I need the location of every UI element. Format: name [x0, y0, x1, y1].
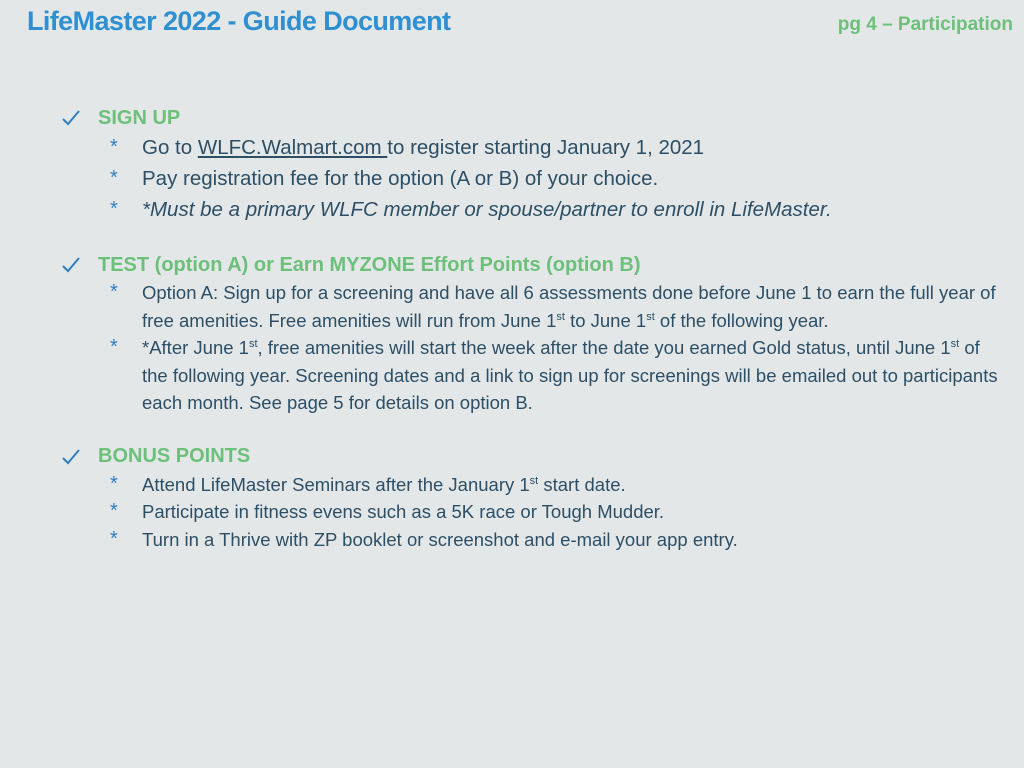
list-item: * Participate in fitness evens such as a 5K race or Tough Mudder.: [110, 498, 1000, 526]
section-label: TEST (option A) or Earn MYZONE Effort Points (option B): [98, 253, 641, 276]
list-item: * *Must be a primary WLFC member or spouse/partner to enroll in LifeMaster.: [110, 194, 1000, 225]
bullet-list: [60, 279, 1000, 417]
section-heading: [60, 443, 1000, 471]
list-item: * Turn in a Thrive with ZP booklet or screenshot and e-mail your app entry.: [110, 526, 1000, 554]
list-item: * Option A: Sign up for a screening and have all 6 assessments done before June 1 to earn the full year of free amenities. Free amenities will run from June 1st to June 1st of the following year.: [110, 279, 1000, 334]
page-number-label: pg 4 – Participation: [837, 14, 1013, 35]
asterisk-bullet-icon: *: [110, 472, 118, 495]
section-heading: [60, 251, 1000, 279]
list-item: * Attend LifeMaster Seminars after the January 1st start date.: [110, 471, 1000, 499]
asterisk-bullet-icon: *: [110, 500, 118, 522]
bullet-list: [60, 471, 1000, 554]
asterisk-bullet-icon: *: [110, 198, 118, 220]
asterisk-bullet-icon: *: [110, 167, 118, 189]
list-item: * *After June 1st, free amenities will start the week after the date you earned Gold status, until June 1st of the following year. Screening dates and a link to sign up for screenings will be emailed out to participants each month. See page 5 for details on option B.: [110, 334, 1000, 417]
section-sign-up: [60, 104, 1000, 225]
section-heading: [60, 104, 1000, 132]
list-item: * Pay registration fee for the option (A or B) of your choice.: [110, 163, 1000, 194]
asterisk-bullet-icon: *: [110, 136, 118, 158]
checkmark-icon: [60, 446, 82, 468]
section-test-or-myzone: [60, 251, 1000, 417]
wlfc-walmart-link[interactable]: WLFC.Walmart.com: [197, 136, 388, 159]
asterisk-bullet-icon: *: [110, 527, 118, 550]
section-bonus-points: [60, 443, 1000, 554]
page-title: LifeMaster 2022 - Guide Document: [27, 6, 451, 36]
checkmark-icon: [60, 254, 82, 276]
asterisk-bullet-icon: *: [110, 336, 118, 358]
asterisk-bullet-icon: *: [110, 281, 118, 303]
guide-content: [60, 104, 1000, 579]
section-label: SIGN UP: [98, 106, 181, 129]
bullet-list: [60, 132, 1000, 225]
list-item: * Go to WLFC.Walmart.com to register starting January 1, 2021: [110, 132, 1000, 163]
section-label: BONUS POINTS: [98, 445, 251, 467]
checkmark-icon: [60, 107, 82, 129]
